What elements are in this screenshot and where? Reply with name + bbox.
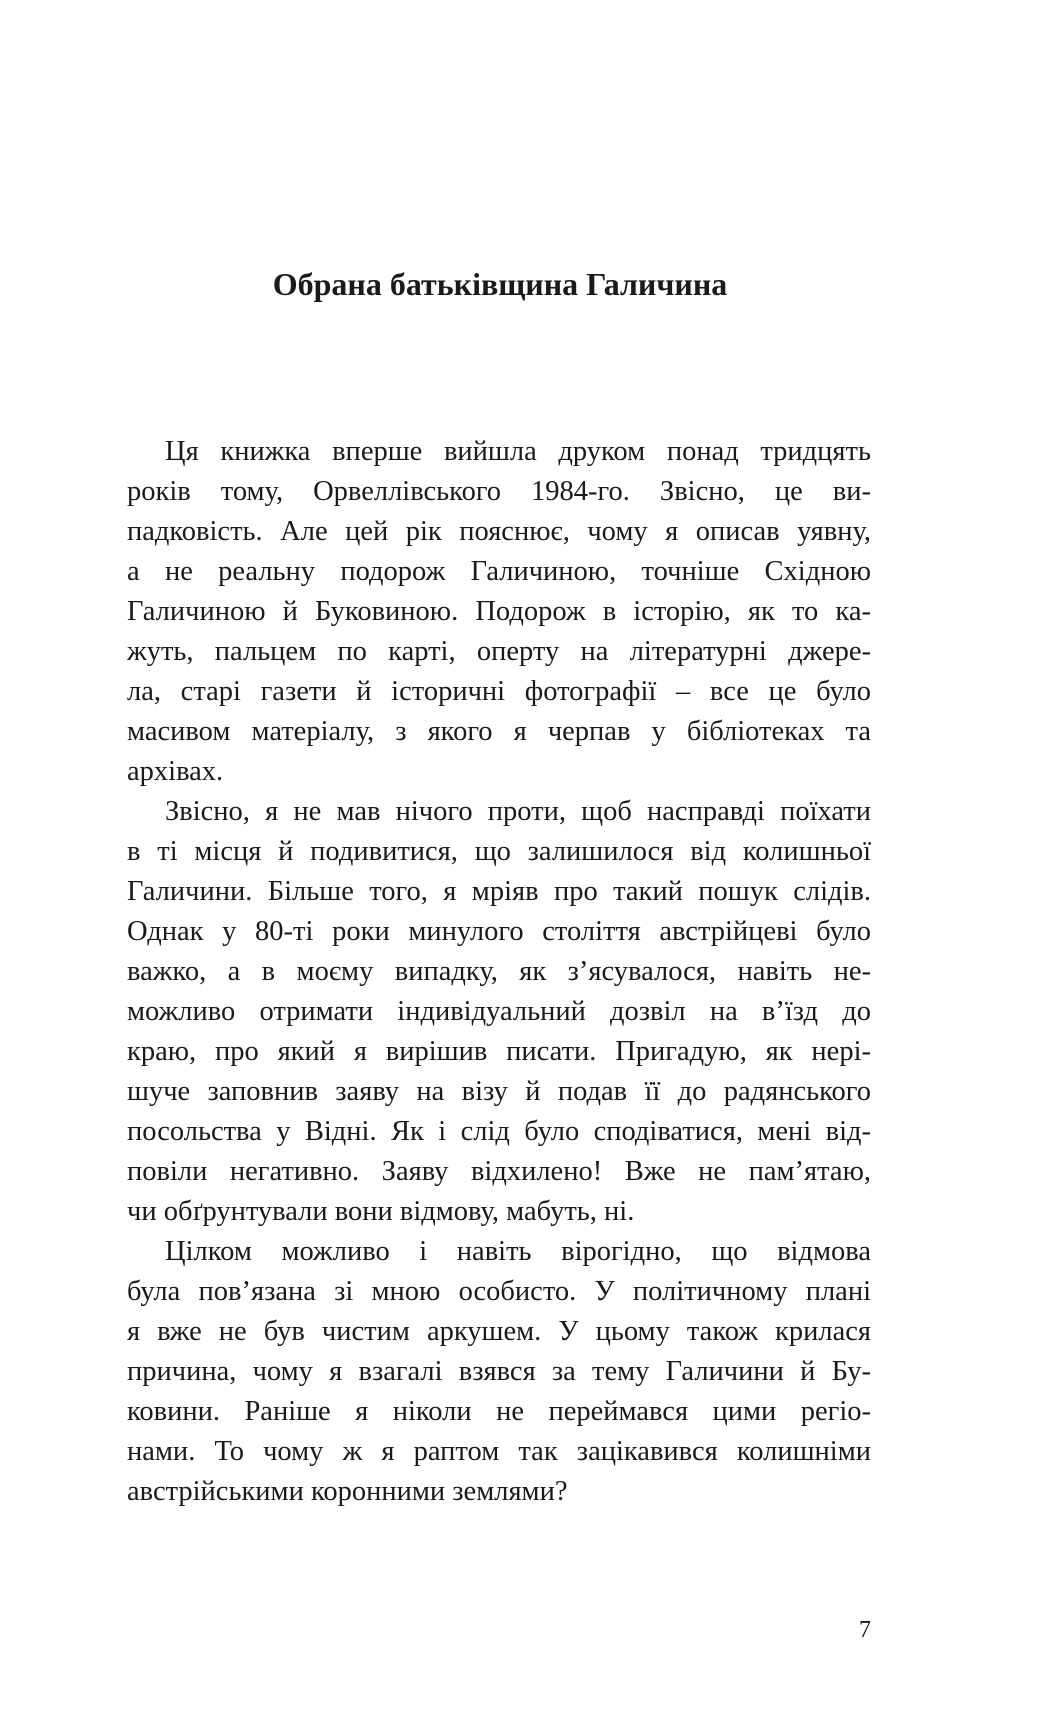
paragraph-line: повіли негативно. Заяву відхилено! Вже не пам’ятаю,: [127, 1156, 871, 1187]
paragraph-line: Галичини. Більше того, я мріяв про такий пошук слідів.: [127, 876, 871, 907]
paragraph-line: була пов’язана зі мною особисто. У політичному плані: [127, 1276, 871, 1307]
paragraph-line: я вже не був чистим аркушем. У цьому також крилася: [127, 1316, 871, 1347]
page-number: 7: [859, 1617, 871, 1643]
paragraph-line: падковість. Але цей рік пояснює, чому я описав уявну,: [127, 516, 871, 547]
paragraph-line: посольства у Відні. Як і слід було сподіватися, мені від-: [127, 1116, 871, 1147]
paragraph-line: чи обґрунтували вони відмову, мабуть, ні.: [127, 1196, 635, 1227]
paragraph-line: архівах.: [127, 756, 224, 787]
paragraph-line: Цілком можливо і навіть вірогідно, що відмова: [165, 1236, 871, 1267]
paragraph-line: причина, чому я взагалі взявся за тему Галичини й Бу-: [127, 1356, 871, 1387]
body-text: [127, 432, 871, 1512]
paragraph-line: Галичиною й Буковиною. Подорож в історію, як то ка-: [127, 596, 871, 627]
paragraph-line: нами. То чому ж я раптом так зацікавився колишніми: [127, 1436, 871, 1467]
paragraph-line: ла, старі газети й історичні фотографії – все це було: [127, 676, 871, 707]
paragraph-line: Ця книжка вперше вийшла друком понад тридцять: [165, 436, 871, 467]
paragraph-line: жуть, пальцем по карті, оперту на літературні джере-: [127, 636, 871, 667]
paragraph-line: років тому, Орвеллівського 1984-го. Звісно, це ви-: [127, 476, 871, 507]
paragraph-line: Звісно, я не мав нічого проти, щоб насправді поїхати: [165, 796, 871, 827]
paragraph-line: в ті місця й подивитися, що залишилося від колишньої: [127, 836, 871, 867]
paragraph-line: важко, а в моєму випадку, як з’ясувалося, навіть не-: [127, 956, 871, 987]
chapter-title: Обрана батьківщина Галичина: [272, 266, 728, 302]
paragraph-line: шуче заповнив заяву на візу й подав її до радянського: [127, 1076, 871, 1107]
paragraph-line: можливо отримати індивідуальний дозвіл на в’їзд до: [127, 996, 871, 1027]
paragraph-line: а не реальну подорож Галичиною, точніше Східною: [127, 556, 871, 587]
paragraph-line: краю, про який я вирішив писати. Пригадую, як нерi-: [127, 1036, 871, 1067]
paragraph-line: Однак у 80-ті роки минулого століття австрійцеві було: [127, 916, 871, 947]
paragraph-line: ковини. Раніше я ніколи не переймався цими регіо-: [127, 1396, 871, 1427]
paragraph-line: австрійськими коронними землями?: [127, 1476, 568, 1507]
paragraph-line: масивом матеріалу, з якого я черпав у бібліотеках та: [127, 716, 871, 747]
